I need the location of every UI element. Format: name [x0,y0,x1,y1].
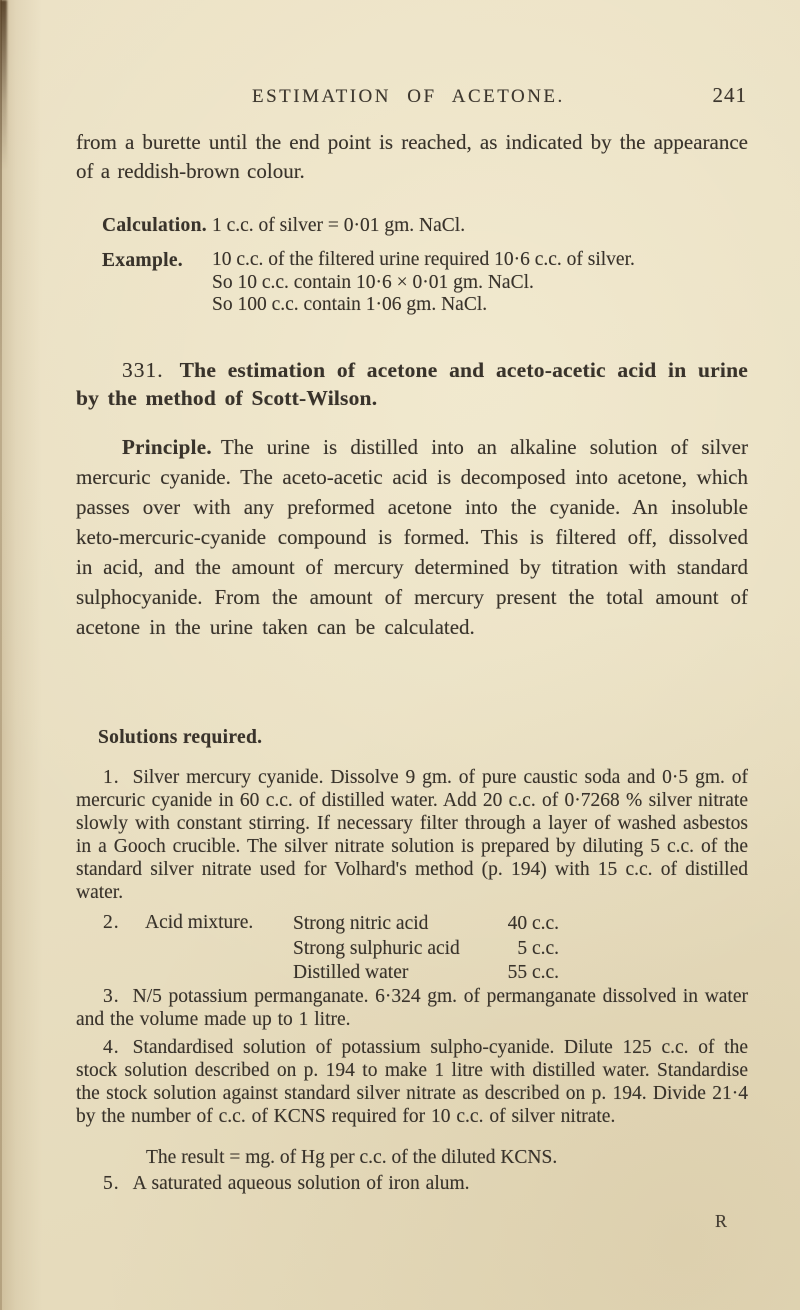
acid-ingredient-name: Distilled water [293,962,409,983]
calculation-text: 1 c.c. of silver = 0·01 gm. NaCl. [212,215,466,236]
acid-ingredient-name: Strong nitric acid [293,913,429,934]
acid-ingredient-amount: 55 c.c. [507,962,559,983]
solution-item-2-number: 2. [103,912,120,933]
solution-item-4-result: The result = mg. of Hg per c.c. of the diluted KCNS. [146,1147,558,1168]
solution-item-1 [76,766,748,904]
principle-text: The urine is distilled into an alkaline solution of silver mercuric cyanide. The aceto-acetic acid is decomposed into acetone, which passes over with any preformed acetone into the cyanide. An insoluble keto-mercuric-cyanide compound is formed. This is filtered off, dissolved in acid, and the amount of mercury determined by titration with standard sulphocyanide. From the amount of mercury present the total amount of acetone in the urine taken can be calculated. [76,435,748,639]
solution-item-2-label: Acid mixture. [145,912,254,933]
solution-item-4 [76,1036,748,1128]
acid-ingredient-amount: 40 c.c. [507,913,559,934]
acid-mixture-row [293,937,559,962]
acid-mixture-row [293,961,559,986]
acid-ingredient-name: Strong sulphuric acid [293,937,460,959]
solution-item-4-number: 4. [103,1037,120,1058]
solution-item-3-text: N/5 potassium permanganate. 6·324 gm. of permanganate dissolved in water and the volume made up to 1 litre. [76,986,748,1030]
example-line: 10 c.c. of the filtered urine required 10·6 c.c. of silver. [212,249,635,270]
calculation-label: Calculation. [102,215,207,236]
solution-item-2 [76,912,748,988]
calculation-block [102,214,748,238]
printer-signature-mark: R [715,1211,729,1231]
solution-item-1-number: 1. [103,767,120,788]
solution-item-4-text: Standardised solution of potassium sulpho-cyanide. Dilute 125 c.c. of the stock solution described on p. 194 to make 1 litre with distilled water. Standardise the stock solution against standard silver nitrate as described on p. 194. Divide 21·4 by the number of c.c. of KCNS required for 10 c.c. of silver nitrate. [76,1037,748,1127]
page-left-edge [0,0,2,1310]
solution-item-3-number: 3. [103,986,120,1007]
solution-item-5-number: 5. [103,1173,120,1194]
example-lines [212,249,635,317]
principle-paragraph [76,432,748,642]
solution-item-5-text: A saturated aqueous solution of iron alum. [132,1173,470,1194]
acid-mixture-row [293,912,559,937]
solution-item-3 [76,985,748,1031]
section-number: 331. [122,358,164,382]
section-heading [76,356,748,412]
solution-item-1-text: Silver mercury cyanide. Dissolve 9 gm. of pure caustic soda and 0·5 gm. of mercuric cyanide in 60 c.c. of distilled water. Add 20 c.c. of 0·7268 % silver nitrate slowly with constant stirring. If necessary filter through a layer of washed asbestos in a Gooch crucible. The silver nitrate solution is prepared by diluting 5 c.c. of the standard silver nitrate used for Volhard's method (p. 194) with 15 c.c. of distilled water. [76,767,748,903]
running-header-title: ESTIMATION OF ACETONE. [252,86,565,107]
acid-ingredient-amount: 5 c.c. [517,937,559,959]
page-left-edge-shadow [0,0,7,170]
example-line: So 100 c.c. contain 1·06 gm. NaCl. [212,294,488,315]
page-number: 241 [712,83,747,107]
intro-paragraph: from a burette until the end point is reached, as indicated by the appearance of a reddish-brown colour. [76,130,748,183]
acid-mixture-table [293,912,559,986]
solutions-required-label: Solutions required. [98,727,263,748]
example-label: Example. [102,250,183,271]
solution-item-5 [76,1172,748,1195]
section-title: The estimation of acetone and aceto-acetic acid in urine by the method of Scott-Wilson. [76,358,748,410]
principle-label: Principle. [122,435,212,459]
example-block [102,249,748,317]
example-line: So 10 c.c. contain 10·6 × 0·01 gm. NaCl. [212,271,534,293]
